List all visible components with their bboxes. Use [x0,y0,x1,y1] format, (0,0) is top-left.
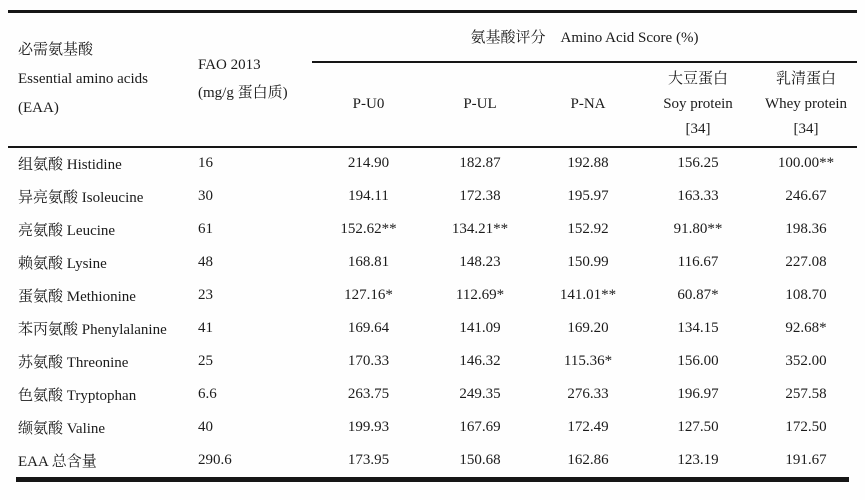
header-eaa-line3: (EAA) [18,99,59,116]
cell-fao-value: 6.6 [198,385,217,402]
cell-pul: 141.09 [459,319,501,336]
header-soy-line2: Soy protein [663,95,733,112]
cell-whey: 92.68* [785,319,827,336]
cell-pu0: 214.90 [347,155,390,171]
cell-amino-acid: 缬氨酸 Valine [18,420,106,437]
cell-amino-acid: 苯丙氨酸 Phenylalanine [18,321,167,338]
cell-amino-acid: 亮氨酸 Leucine [18,222,116,239]
cell-fao-value: 25 [198,352,213,369]
cell-pul: 182.87 [459,155,501,171]
cell-whey: 257.58 [785,385,827,402]
cell-whey: 191.67 [785,451,827,468]
table-row [8,246,857,279]
cell-pul: 112.69* [455,286,505,303]
cell-pul: 134.21** [451,220,509,237]
cell-fao-value: 41 [198,319,213,336]
cell-pu0: 152.62** [340,220,397,237]
table-row [8,345,857,378]
header-pna: P-NA [535,62,641,147]
header-whey-protein [755,62,857,147]
cell-soy: 60.87* [677,286,719,303]
cell-soy: 163.33 [677,187,719,204]
cell-soy: 156.00 [677,352,719,369]
header-whey-line1: 乳清蛋白 [775,70,836,87]
cell-pu0: 173.95 [347,451,390,468]
header-whey-line3: [34] [793,120,819,137]
cell-whey: 108.70 [785,286,827,303]
cell-fao-value: 23 [198,286,213,303]
cell-soy: 91.80** [673,220,723,237]
cell-whey: 246.67 [785,187,827,204]
cell-pul: 249.35 [459,385,501,402]
cell-amino-acid: 异亮氨酸 Isoleucine [18,189,144,206]
cell-whey: 198.36 [785,220,827,237]
table-row [8,378,857,411]
cell-fao-value: 290.6 [198,451,232,468]
header-fao [190,12,312,147]
table-row [8,411,857,444]
header-score-group [312,12,857,62]
table-bottom-rule [16,477,849,482]
cell-soy: 123.19 [677,451,719,468]
cell-pu0: 127.16* [344,286,393,303]
table-row [8,279,857,312]
cell-soy: 156.25 [677,155,719,171]
header-eaa [8,12,190,147]
cell-pul: 148.23 [459,253,501,270]
cell-pul: 172.38 [459,187,501,204]
cell-pna: 195.97 [567,187,609,204]
cell-fao-value: 61 [198,220,213,237]
cell-soy: 196.97 [677,385,719,402]
header-soy-line3: [34] [685,120,711,137]
cell-pu0: 263.75 [347,385,390,402]
cell-amino-acid: 赖氨酸 Lysine [18,255,107,272]
cell-amino-acid: 组氨酸 Histidine [18,157,122,173]
header-row-top [8,12,857,62]
cell-pu0: 194.11 [348,187,389,204]
header-fao-line2: (mg/g 蛋白质) [198,85,288,102]
cell-amino-acid: EAA 总含量 [18,453,97,470]
cell-pul: 167.69 [459,418,501,435]
cell-pna: 172.49 [567,418,609,435]
cell-pu0: 170.33 [347,352,390,369]
table-row [8,444,857,477]
cell-pna: 115.36* [563,352,613,369]
cell-whey: 172.50 [785,418,827,435]
table-row [8,147,857,180]
header-pu0: P-U0 [312,62,425,147]
cell-pu0: 169.64 [347,319,390,336]
header-eaa-line1: 必需氨基酸 [18,41,94,58]
cell-soy: 116.67 [677,253,719,270]
header-soy-line1: 大豆蛋白 [667,70,728,87]
cell-pna: 141.01** [559,286,617,303]
cell-pu0: 168.81 [347,253,390,270]
cell-pna: 152.92 [567,220,609,237]
header-soy-protein [641,62,755,147]
cell-pna: 276.33 [567,385,609,402]
cell-fao-value: 30 [198,187,213,204]
cell-fao-value: 48 [198,253,213,270]
table-row [8,213,857,246]
cell-pul: 150.68 [459,451,501,468]
cell-soy: 127.50 [677,418,719,435]
table-row [8,312,857,345]
header-pul: P-UL [425,62,535,147]
cell-amino-acid: 色氨酸 Tryptophan [18,387,137,404]
cell-whey: 227.08 [785,253,827,270]
cell-pna: 192.88 [567,155,609,171]
header-eaa-line2: Essential amino acids [18,70,148,87]
cell-pna: 162.86 [567,451,609,468]
header-whey-line2: Whey protein [764,95,848,112]
amino-acid-score-table [8,10,857,477]
cell-soy: 134.15 [677,319,719,336]
cell-amino-acid: 苏氨酸 Threonine [18,354,129,371]
header-score-group-label: 氨基酸评分 Amino Acid Score (%) [470,30,699,47]
cell-pna: 169.20 [567,319,609,336]
cell-pu0: 199.93 [347,418,390,435]
cell-pul: 146.32 [459,352,501,369]
header-fao-line1: FAO 2013 [198,57,261,74]
cell-amino-acid: 蛋氨酸 Methionine [18,288,136,305]
cell-fao-value: 16 [198,155,213,171]
cell-pna: 150.99 [567,253,609,270]
table-row [8,180,857,213]
cell-fao-value: 40 [198,418,213,435]
cell-whey: 100.00** [777,155,835,171]
cell-whey: 352.00 [785,352,827,369]
